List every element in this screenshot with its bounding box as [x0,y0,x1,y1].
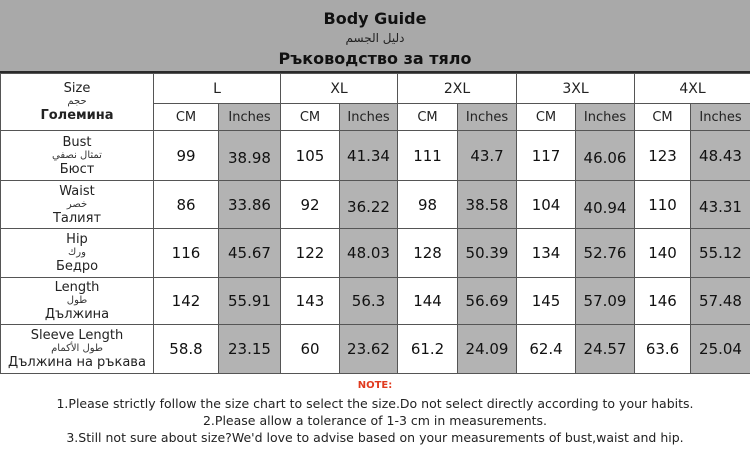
unit-cm-header: CM [517,104,576,131]
value-inches: 48.43 [691,131,750,181]
value-cm: 146 [635,278,691,325]
value-cm: 62.4 [517,325,576,374]
value-inches: 46.06 [576,131,635,181]
size-label-ar: حجم [67,96,87,107]
row-label-bg: Дължина [44,307,110,322]
value-inches: 50.39 [458,229,517,278]
row-label-en: Waist [59,183,95,199]
value-inches: 56.69 [458,278,517,325]
value-inches: 48.03 [340,229,398,278]
value-inches: 36.22 [340,181,398,229]
value-inches: 55.12 [691,229,750,278]
table-row-waist [1,181,750,229]
row-label-ar: طول [66,295,88,306]
row-label-bust [1,131,154,181]
row-label-hip [1,229,154,278]
value-cm: 63.6 [635,325,691,374]
unit-cm-header: CM [635,104,691,131]
note-line: 2.Please allow a tolerance of 1-3 cm in measurements. [202,413,547,428]
value-inches: 43.7 [458,131,517,181]
value-cm: 105 [281,131,340,181]
value-inches: 38.98 [219,131,281,181]
size-column-header: L [154,74,281,104]
row-label-ar: خصر [66,198,88,210]
value-inches: 57.48 [691,278,750,325]
row-label-bg: Талият [52,210,102,226]
table-row-sleeve-length [1,325,750,374]
size-column-header: 4XL [635,74,750,104]
row-label-ar: طول الأكمام [51,343,103,354]
value-cm: 140 [635,229,691,278]
value-inches: 25.04 [691,325,750,374]
row-label-en: Length [54,280,100,295]
unit-inches-header: Inches [458,104,517,131]
value-cm: 86 [154,181,219,229]
unit-cm-header: CM [398,104,458,131]
value-cm: 92 [281,181,340,229]
row-label-bg: Дължина на ръкава [8,355,146,370]
row-label-bg: Бюст [59,161,95,177]
row-label-en: Sleeve Length [30,328,124,343]
value-inches: 41.34 [340,131,398,181]
unit-inches-header: Inches [340,104,398,131]
value-cm: 142 [154,278,219,325]
row-label-waist [1,181,154,229]
row-label-ar: ورك [68,247,86,258]
unit-cm-header: CM [281,104,340,131]
value-cm: 61.2 [398,325,458,374]
value-cm: 128 [398,229,458,278]
value-inches: 23.62 [340,325,398,374]
table-row-hip [1,229,750,278]
notes-section [0,380,750,446]
row-label-en: Bust [62,134,92,150]
unit-inches-header: Inches [691,104,750,131]
page-subtitle-arabic: دليل الجسم [345,31,405,45]
unit-inches-header: Inches [219,104,281,131]
table-row-length [1,278,750,325]
value-inches: 57.09 [576,278,635,325]
row-label-length [1,278,154,325]
size-header-cell [1,74,154,131]
size-column-header: 2XL [398,74,517,104]
row-label-ar: تمثال نصفي [52,149,102,161]
size-column-header: XL [281,74,398,104]
value-inches: 40.94 [576,181,635,229]
value-cm: 122 [281,229,340,278]
page-title: Body Guide [323,9,427,28]
value-inches: 23.15 [219,325,281,374]
value-cm: 143 [281,278,340,325]
value-inches: 33.86 [219,181,281,229]
header-banner [0,0,750,73]
value-cm: 117 [517,131,576,181]
value-inches: 24.57 [576,325,635,374]
value-inches: 55.91 [219,278,281,325]
page-subtitle-bulgarian: Ръководство за тяло [278,49,472,68]
unit-inches-header: Inches [576,104,635,131]
value-cm: 99 [154,131,219,181]
value-cm: 104 [517,181,576,229]
size-label-bg: Големина [40,108,114,123]
value-cm: 116 [154,229,219,278]
value-cm: 60 [281,325,340,374]
value-cm: 134 [517,229,576,278]
value-cm: 111 [398,131,458,181]
value-inches: 43.31 [691,181,750,229]
row-label-en: Hip [66,232,88,247]
size-column-header: 3XL [517,74,635,104]
size-chart-table [0,73,750,374]
value-inches: 45.67 [219,229,281,278]
table-row-bust [1,131,750,181]
value-cm: 110 [635,181,691,229]
value-cm: 144 [398,278,458,325]
value-cm: 98 [398,181,458,229]
row-label-bg: Бедро [55,259,99,274]
value-cm: 123 [635,131,691,181]
note-line: 3.Still not sure about size?We'd love to advise based on your measurements of bust,waist and hip. [66,430,684,445]
size-label-en: Size [63,81,91,96]
row-label-sleeve-length [1,325,154,374]
value-inches: 24.09 [458,325,517,374]
note-title: NOTE: [357,380,393,391]
value-inches: 52.76 [576,229,635,278]
value-cm: 58.8 [154,325,219,374]
value-cm: 145 [517,278,576,325]
value-inches: 38.58 [458,181,517,229]
value-inches: 56.3 [340,278,398,325]
note-line: 1.Please strictly follow the size chart to select the size.Do not select directly according to your habits. [56,396,694,411]
unit-cm-header: CM [154,104,219,131]
